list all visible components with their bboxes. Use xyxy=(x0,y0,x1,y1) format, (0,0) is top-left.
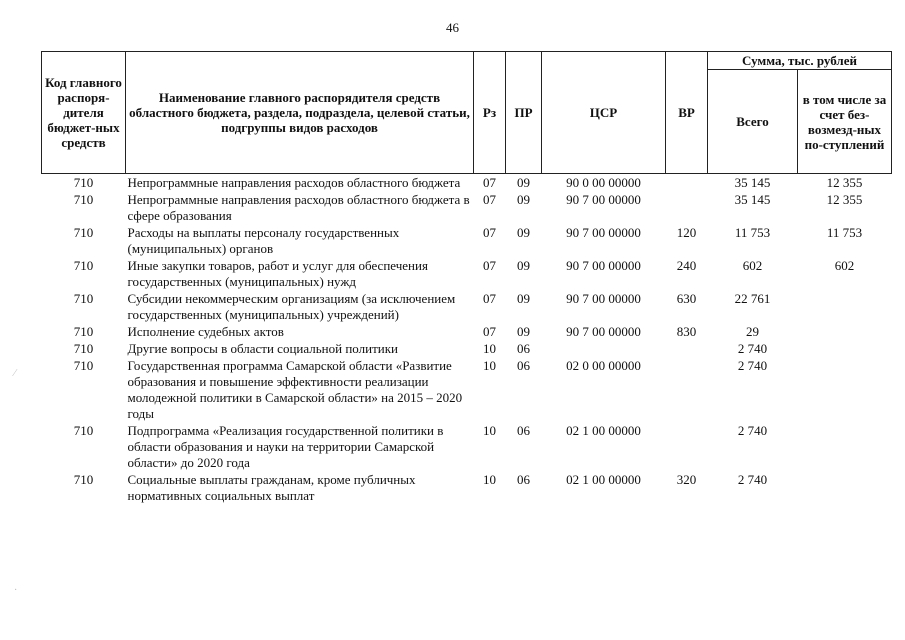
row-code: 710 xyxy=(73,225,94,240)
row-free xyxy=(798,323,892,340)
row-vr: 630 xyxy=(676,291,697,306)
row-vr: 320 xyxy=(676,472,697,487)
row-rz: 10 xyxy=(483,472,496,487)
row-code: 710 xyxy=(73,324,94,339)
row-pr: 09 xyxy=(517,175,530,190)
row-name: Другие вопросы в области социальной политики xyxy=(127,341,398,356)
row-free xyxy=(798,471,892,504)
row-total: 29 xyxy=(746,324,759,339)
row-free: 12 355 xyxy=(826,175,863,190)
row-csr: 02 0 00 00000 xyxy=(566,358,641,373)
row-name: Расходы на выплаты персоналу государственных (муниципальных) органов xyxy=(127,225,400,256)
row-name: Непрограммные направления расходов областного бюджета xyxy=(127,175,461,190)
header-total: Всего xyxy=(708,70,798,174)
table-row xyxy=(42,422,892,471)
scan-dot: · xyxy=(14,585,18,596)
header-pr: ПР xyxy=(506,52,542,174)
row-csr xyxy=(542,340,666,357)
row-name: Социальные выплаты гражданам, кроме публичных нормативных социальных выплат xyxy=(127,472,416,503)
row-total: 35 145 xyxy=(734,192,771,207)
row-name: Иные закупки товаров, работ и услуг для обеспечения государственных (муниципальных) нужд xyxy=(127,258,428,289)
row-name: Государственная программа Самарской области «Развитие образования и повышение эффективности реализации молодежной политики в Самарской области» на 2015 – 2020 годы xyxy=(127,358,463,421)
row-rz: 10 xyxy=(483,423,496,438)
table-row xyxy=(42,340,892,357)
row-vr xyxy=(666,422,708,471)
row-vr: 830 xyxy=(676,324,697,339)
header-vr: ВР xyxy=(666,52,708,174)
row-vr xyxy=(666,357,708,422)
row-csr: 90 7 00 00000 xyxy=(566,258,641,273)
row-code: 710 xyxy=(73,341,94,356)
row-free xyxy=(798,357,892,422)
row-pr: 06 xyxy=(517,341,530,356)
table-row xyxy=(42,174,892,192)
row-rz: 07 xyxy=(483,258,496,273)
row-total: 602 xyxy=(742,258,763,273)
row-code: 710 xyxy=(73,175,94,190)
row-free xyxy=(798,422,892,471)
row-name: Субсидии некоммерческим организациям (за исключением государственных (муниципальных) учреждений) xyxy=(127,291,456,322)
row-csr: 90 7 00 00000 xyxy=(566,225,641,240)
table-row xyxy=(42,357,892,422)
budget-table xyxy=(41,51,892,504)
scan-mark: ⁄ xyxy=(14,368,16,379)
row-total: 35 145 xyxy=(734,175,771,190)
row-vr: 240 xyxy=(676,258,697,273)
row-pr: 09 xyxy=(517,324,530,339)
row-rz: 10 xyxy=(483,341,496,356)
row-free: 11 753 xyxy=(826,225,863,240)
row-total: 11 753 xyxy=(734,225,771,240)
table-row xyxy=(42,290,892,323)
row-pr: 06 xyxy=(517,358,530,373)
row-total: 2 740 xyxy=(737,472,768,487)
row-code: 710 xyxy=(73,192,94,207)
row-pr: 09 xyxy=(517,192,530,207)
header-rz: Рз xyxy=(474,52,506,174)
row-vr xyxy=(666,340,708,357)
row-csr: 90 7 00 00000 xyxy=(566,291,641,306)
row-pr: 06 xyxy=(517,423,530,438)
row-rz: 07 xyxy=(483,291,496,306)
header-name: Наименование главного распорядителя средств областного бюджета, раздела, подраздела, целевой статьи, подгруппы видов расходов xyxy=(126,52,474,174)
header-sum: Сумма, тыс. рублей xyxy=(708,52,892,70)
row-rz: 07 xyxy=(483,324,496,339)
row-pr: 09 xyxy=(517,258,530,273)
row-pr: 09 xyxy=(517,225,530,240)
row-pr: 09 xyxy=(517,291,530,306)
row-pr: 06 xyxy=(517,472,530,487)
row-name: Непрограммные направления расходов областного бюджета в сфере образования xyxy=(127,192,470,223)
table-row xyxy=(42,257,892,290)
row-total: 2 740 xyxy=(737,341,768,356)
row-code: 710 xyxy=(73,258,94,273)
table-row xyxy=(42,323,892,340)
row-total: 2 740 xyxy=(737,423,768,438)
row-name: Исполнение судебных актов xyxy=(127,324,284,339)
page-number: 46 xyxy=(446,20,459,35)
row-rz: 10 xyxy=(483,358,496,373)
header-code: Код главного распоря-дителя бюджет-ных средств xyxy=(42,52,126,174)
row-rz: 07 xyxy=(483,175,496,190)
row-csr: 02 1 00 00000 xyxy=(566,472,641,487)
row-code: 710 xyxy=(73,291,94,306)
row-free: 12 355 xyxy=(826,192,863,207)
row-total: 22 761 xyxy=(734,291,771,306)
row-name: Подпрограмма «Реализация государственной политики в области образования и науки на территории Самарской области» до 2020 года xyxy=(127,423,444,470)
row-free xyxy=(798,340,892,357)
table-row xyxy=(42,471,892,504)
row-total: 2 740 xyxy=(737,358,768,373)
table-row xyxy=(42,191,892,224)
row-free: 602 xyxy=(834,258,855,273)
row-csr: 90 0 00 00000 xyxy=(566,175,641,190)
row-vr xyxy=(666,174,708,192)
row-csr: 90 7 00 00000 xyxy=(566,324,641,339)
row-vr xyxy=(666,191,708,224)
row-rz: 07 xyxy=(483,192,496,207)
header-csr: ЦСР xyxy=(542,52,666,174)
row-free xyxy=(798,290,892,323)
table-row xyxy=(42,224,892,257)
row-vr: 120 xyxy=(676,225,697,240)
row-csr: 02 1 00 00000 xyxy=(566,423,641,438)
row-code: 710 xyxy=(73,358,94,373)
header-free: в том числе за счет без-возмезд-ных по-ступлений xyxy=(798,70,892,174)
row-rz: 07 xyxy=(483,225,496,240)
row-code: 710 xyxy=(73,472,94,487)
row-code: 710 xyxy=(73,423,94,438)
row-csr: 90 7 00 00000 xyxy=(566,192,641,207)
